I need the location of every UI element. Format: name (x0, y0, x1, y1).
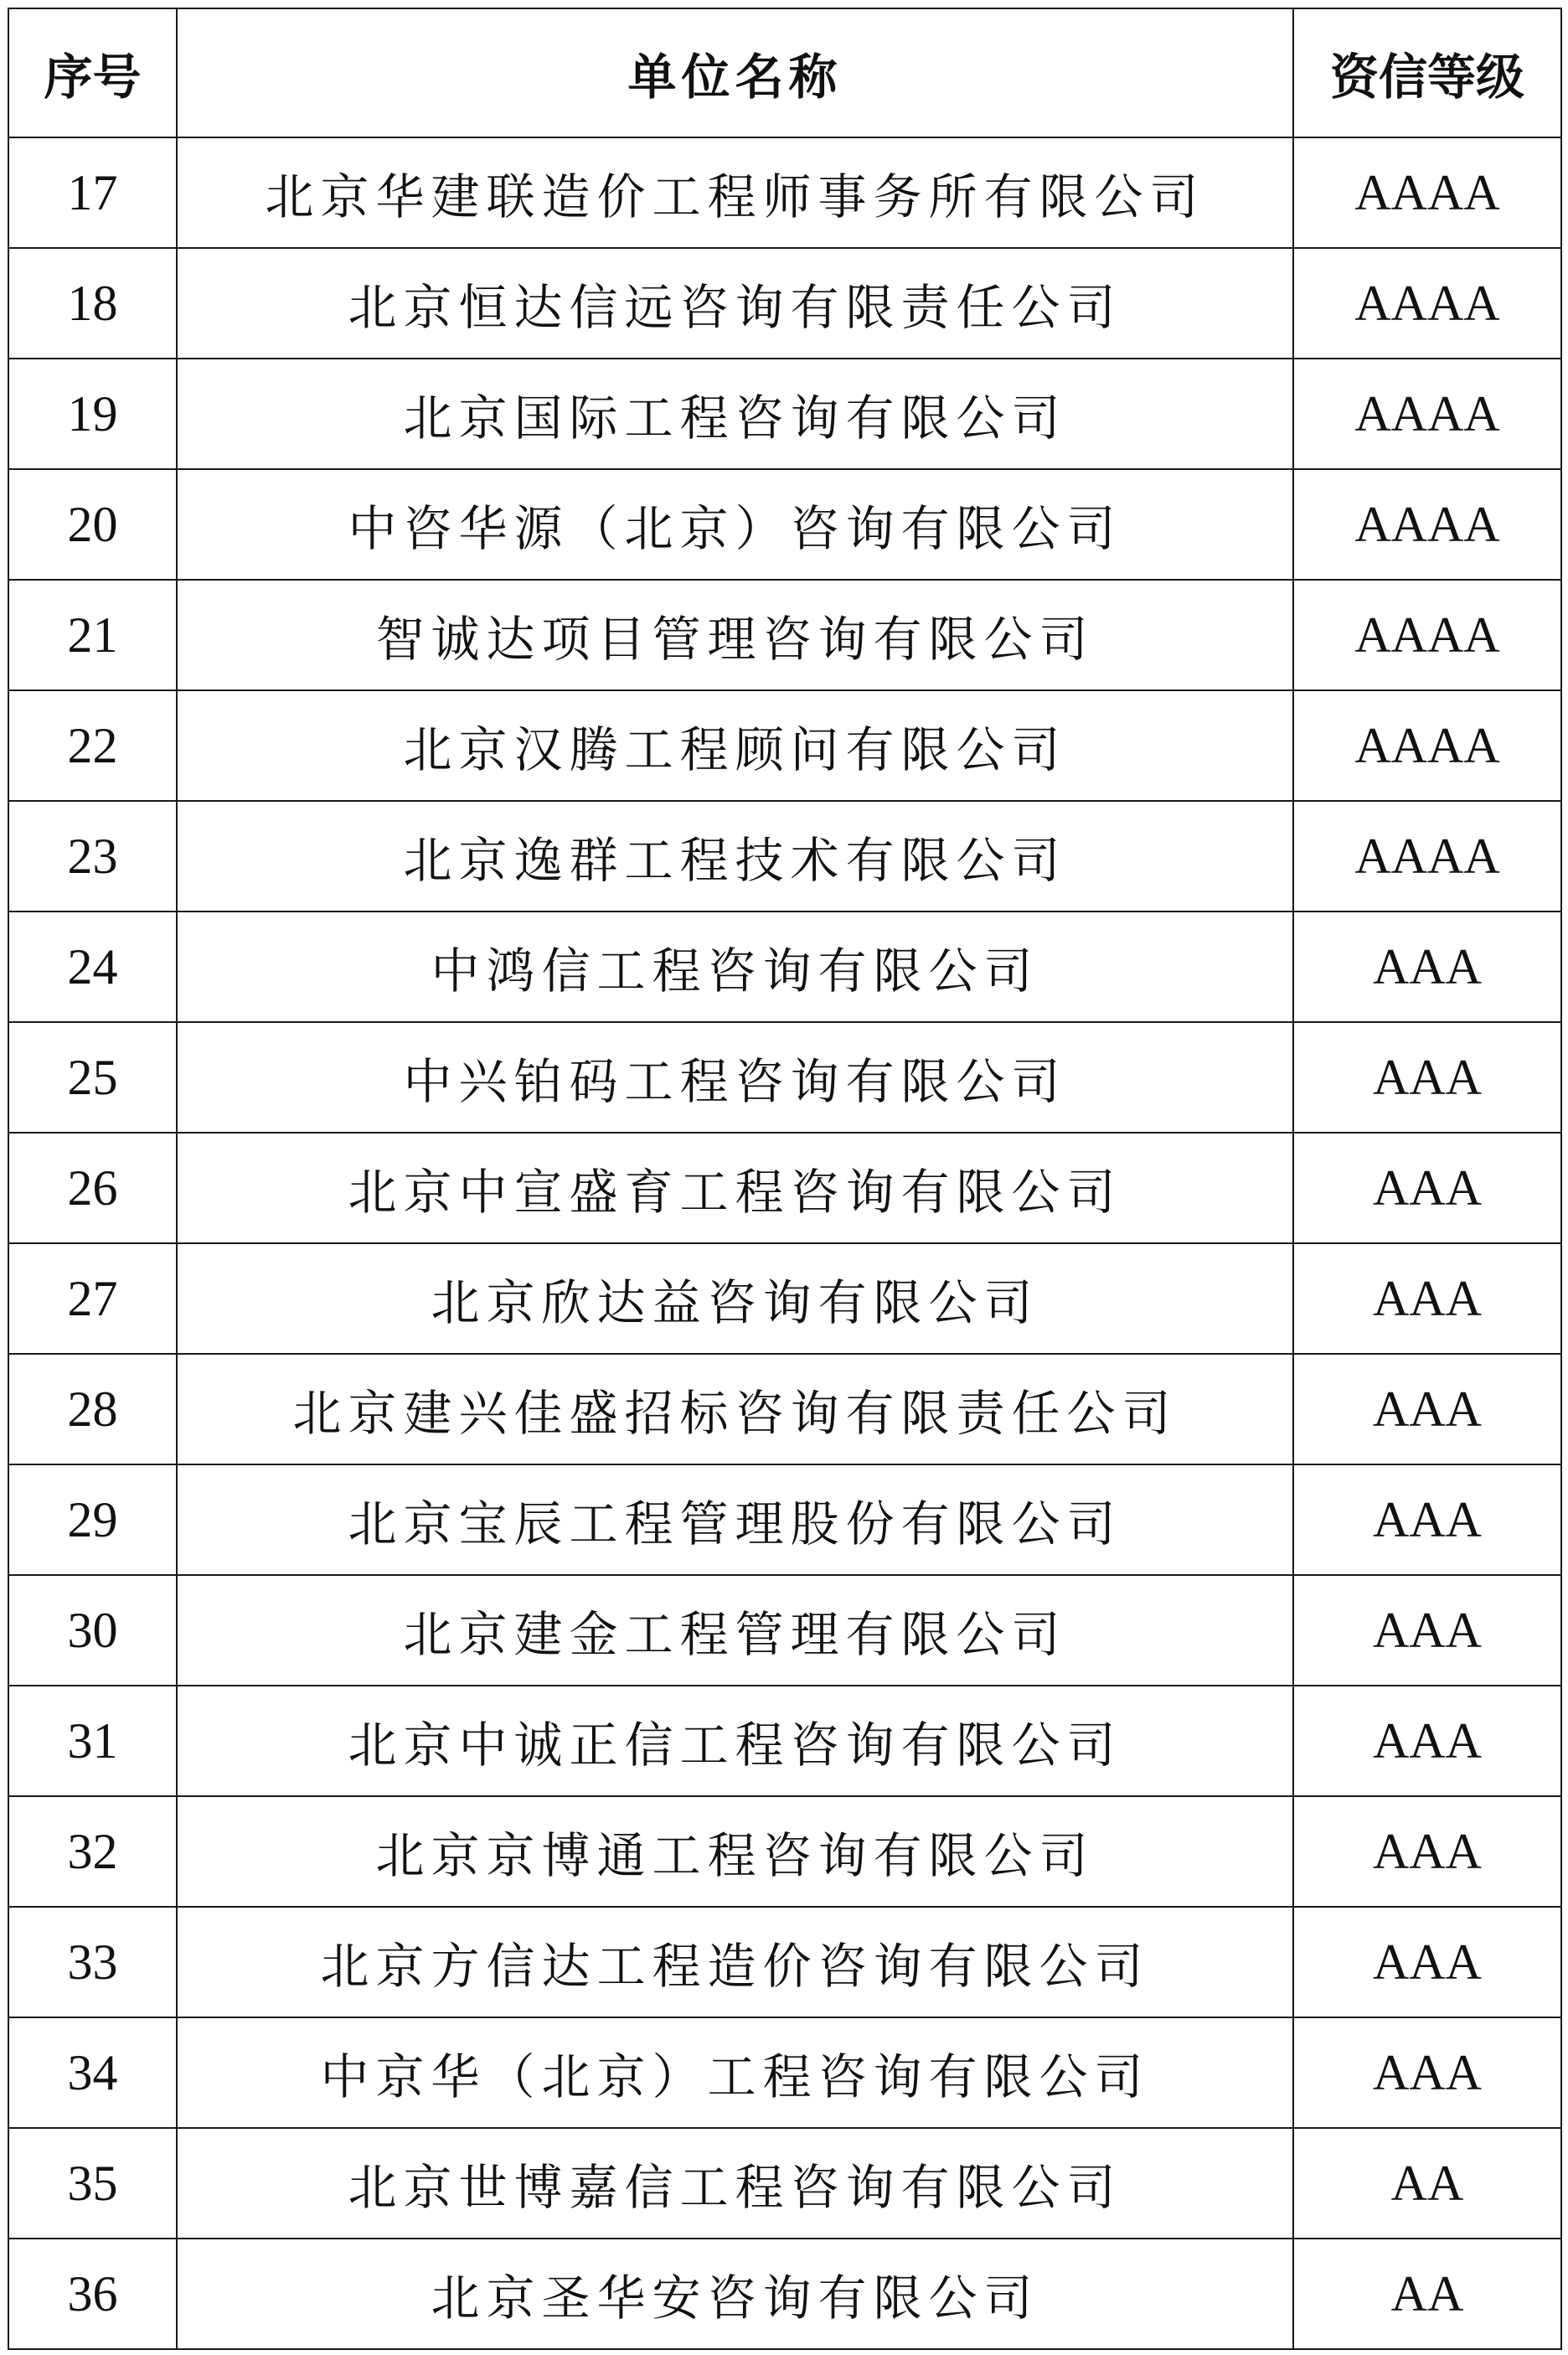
table-row (8, 801, 1561, 912)
row-index: 31 (8, 1686, 177, 1796)
row-company-name: 北京逸群工程技术有限公司 (177, 801, 1293, 912)
table-row (8, 359, 1561, 469)
row-credit-grade: AAA (1293, 1133, 1561, 1243)
row-index: 18 (8, 248, 177, 359)
row-company-name: 中咨华源（北京）咨询有限公司 (177, 469, 1293, 580)
row-index: 36 (8, 2239, 177, 2349)
row-credit-grade: AAAA (1293, 580, 1561, 690)
table-row (8, 2017, 1561, 2128)
table-row (8, 580, 1561, 690)
table-row (8, 1022, 1561, 1133)
header-index: 序号 (8, 8, 177, 137)
row-company-name: 北京汉腾工程顾问有限公司 (177, 690, 1293, 801)
table-row (8, 2128, 1561, 2239)
row-index: 26 (8, 1133, 177, 1243)
row-credit-grade: AAAA (1293, 248, 1561, 359)
row-index: 32 (8, 1796, 177, 1907)
row-credit-grade: AAA (1293, 2017, 1561, 2128)
row-index: 28 (8, 1354, 177, 1464)
row-credit-grade: AAA (1293, 1686, 1561, 1796)
row-credit-grade: AAA (1293, 1243, 1561, 1354)
row-company-name: 北京恒达信远咨询有限责任公司 (177, 248, 1293, 359)
row-index: 33 (8, 1907, 177, 2017)
row-company-name: 北京圣华安咨询有限公司 (177, 2239, 1293, 2349)
row-index: 27 (8, 1243, 177, 1354)
row-credit-grade: AAAA (1293, 359, 1561, 469)
row-credit-grade: AA (1293, 2128, 1561, 2239)
table-row (8, 1907, 1561, 2017)
table-row (8, 1243, 1561, 1354)
row-credit-grade: AAAA (1293, 690, 1561, 801)
row-index: 21 (8, 580, 177, 690)
row-credit-grade: AAA (1293, 1022, 1561, 1133)
row-credit-grade: AAAA (1293, 801, 1561, 912)
row-index: 23 (8, 801, 177, 912)
table-body (8, 137, 1561, 2349)
row-index: 29 (8, 1464, 177, 1575)
row-company-name: 中京华（北京）工程咨询有限公司 (177, 2017, 1293, 2128)
row-index: 20 (8, 469, 177, 580)
row-credit-grade: AAA (1293, 1464, 1561, 1575)
row-credit-grade: AA (1293, 2239, 1561, 2349)
row-company-name: 北京方信达工程造价咨询有限公司 (177, 1907, 1293, 2017)
row-index: 34 (8, 2017, 177, 2128)
row-credit-grade: AAA (1293, 912, 1561, 1022)
row-company-name: 北京中宣盛育工程咨询有限公司 (177, 1133, 1293, 1243)
row-company-name: 北京建兴佳盛招标咨询有限责任公司 (177, 1354, 1293, 1464)
row-company-name: 北京世博嘉信工程咨询有限公司 (177, 2128, 1293, 2239)
row-index: 22 (8, 690, 177, 801)
table-row (8, 248, 1561, 359)
row-index: 24 (8, 912, 177, 1022)
row-credit-grade: AAAA (1293, 469, 1561, 580)
row-company-name: 北京国际工程咨询有限公司 (177, 359, 1293, 469)
table-row (8, 912, 1561, 1022)
table-row (8, 469, 1561, 580)
table-header (8, 8, 1561, 137)
table-row (8, 1354, 1561, 1464)
table-row (8, 1575, 1561, 1686)
row-credit-grade: AAA (1293, 1575, 1561, 1686)
row-credit-grade: AAA (1293, 1796, 1561, 1907)
table-row (8, 1464, 1561, 1575)
row-company-name: 智诚达项目管理咨询有限公司 (177, 580, 1293, 690)
row-company-name: 北京欣达益咨询有限公司 (177, 1243, 1293, 1354)
table-row (8, 1796, 1561, 1907)
table-row (8, 1686, 1561, 1796)
row-company-name: 北京中诚正信工程咨询有限公司 (177, 1686, 1293, 1796)
header-credit-grade: 资信等级 (1293, 8, 1561, 137)
header-company-name: 单位名称 (177, 8, 1293, 137)
row-credit-grade: AAA (1293, 1354, 1561, 1464)
table-row (8, 2239, 1561, 2349)
row-company-name: 中兴铂码工程咨询有限公司 (177, 1022, 1293, 1133)
row-company-name: 北京建金工程管理有限公司 (177, 1575, 1293, 1686)
row-index: 17 (8, 137, 177, 248)
row-company-name: 北京华建联造价工程师事务所有限公司 (177, 137, 1293, 248)
row-company-name: 中鸿信工程咨询有限公司 (177, 912, 1293, 1022)
row-index: 30 (8, 1575, 177, 1686)
table-row (8, 1133, 1561, 1243)
row-index: 35 (8, 2128, 177, 2239)
credit-rating-table (8, 8, 1562, 2350)
row-credit-grade: AAAA (1293, 137, 1561, 248)
row-company-name: 北京宝辰工程管理股份有限公司 (177, 1464, 1293, 1575)
table-row (8, 690, 1561, 801)
row-index: 25 (8, 1022, 177, 1133)
table-row (8, 137, 1561, 248)
header-row (8, 8, 1561, 137)
row-company-name: 北京京博通工程咨询有限公司 (177, 1796, 1293, 1907)
row-index: 19 (8, 359, 177, 469)
row-credit-grade: AAA (1293, 1907, 1561, 2017)
